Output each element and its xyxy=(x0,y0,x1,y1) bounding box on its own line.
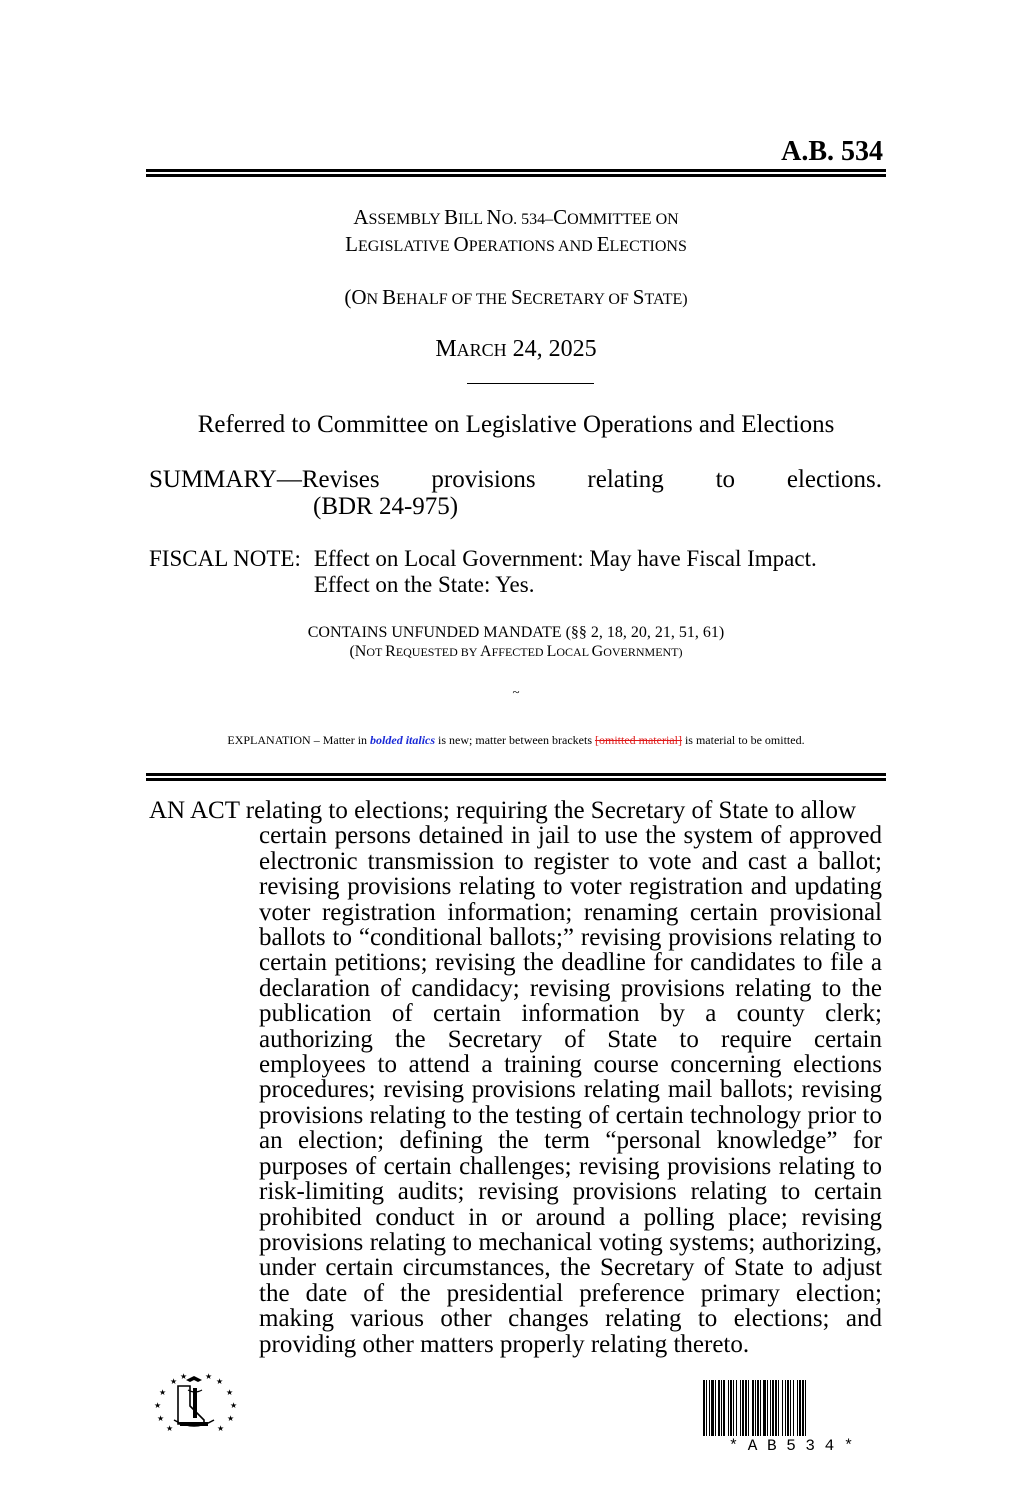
summary xyxy=(149,466,882,520)
fiscal-note-label: FISCAL NOTE: xyxy=(149,546,301,571)
explanation-rule-bottom xyxy=(146,778,886,781)
svg-text:★: ★ xyxy=(154,1401,162,1410)
summary-word: relating xyxy=(587,466,664,493)
svg-text:★: ★ xyxy=(216,1377,224,1386)
summary-word: SUMMARY—Revises xyxy=(149,466,380,493)
summary-word: to xyxy=(715,466,736,493)
header-rule-bottom xyxy=(146,174,886,177)
act-text xyxy=(149,798,882,1357)
barcode-icon xyxy=(703,1380,879,1440)
on-behalf: (ON BEHALF OF THE SECRETARY OF STATE) xyxy=(344,285,688,309)
fiscal-note xyxy=(149,546,817,598)
svg-text:★: ★ xyxy=(230,1401,238,1410)
mandate-line2: (NOT REQUESTED BY AFFECTED LOCAL GOVERNMENT) xyxy=(349,643,683,660)
summary-bdr: (BDR 24-975) xyxy=(313,493,459,520)
svg-text:★: ★ xyxy=(226,1388,234,1397)
bill-title-line2: LEGISLATIVE OPERATIONS AND ELECTIONS xyxy=(345,232,687,256)
bill-date: MARCH 24, 2025 xyxy=(435,336,597,362)
explanation: EXPLANATION – Matter in bolded italics is new; matter between brackets [omitted material] is material to be omitted. xyxy=(227,733,805,747)
svg-text:★: ★ xyxy=(166,1424,174,1433)
fiscal-note-local: Effect on Local Government: May have Fiscal Impact. xyxy=(313,546,817,571)
svg-text:★: ★ xyxy=(159,1388,167,1397)
explanation-rule-top xyxy=(146,773,886,776)
mandate-line1: CONTAINS UNFUNDED MANDATE (§§ 2, 18, 20, 21, 51, 61) xyxy=(307,624,725,641)
date-rule xyxy=(467,383,594,384)
omitted-material-sample: [omitted material] xyxy=(594,733,682,747)
summary-word: provisions xyxy=(431,466,536,493)
svg-text:★: ★ xyxy=(170,1377,178,1386)
svg-text:★: ★ xyxy=(227,1414,235,1423)
fiscal-note-state: Effect on the State: Yes. xyxy=(313,572,535,597)
svg-text:★: ★ xyxy=(180,1372,188,1381)
act-lead: AN ACT relating to elections; requiring the Secretary of State to allow xyxy=(149,797,856,824)
bill-title xyxy=(146,205,886,259)
unfunded-mandate xyxy=(146,623,886,662)
act-body: certain persons detained in jail to use the system of approved electronic transmission to register to vote and cast a ballot; revising provisions relating to voter registration and updating voter registration information; renaming certain provisional ballots to “conditional ballots;” revising provisions relating to certain petitions; revising the deadline for candidates to file a declaration of candidacy; revising provisions relating to the publication of certain information by a county clerk; authorizing the Secretary of State to require certain employees to attend a training course concerning elections procedures; revising provisions relating mail ballots; revising provisions relating to the testing of certain technology prior to an election; defining the term “personal knowledge” for purposes of certain challenges; revising provisions relating to risk-limiting audits; revising provisions relating to certain prohibited conduct in or around a polling place; revising provisions relating to mechanical voting systems; authorizing, under certain circumstances, the Secretary of State to adjust the date of the presidential preference primary election; making various other changes relating to elections; and providing other matters properly relating thereto. xyxy=(259,822,882,1358)
summary-word: elections. xyxy=(786,466,882,493)
referred-line: Referred to Committee on Legislative Operations and Elections xyxy=(197,411,835,438)
header-rule-top xyxy=(146,169,886,172)
svg-text:★: ★ xyxy=(217,1424,225,1433)
svg-text:★: ★ xyxy=(205,1372,213,1381)
svg-text:★: ★ xyxy=(157,1414,165,1423)
state-seal-icon xyxy=(150,1372,240,1434)
tilde-separator: ~ xyxy=(512,684,520,699)
bill-title-line1: ASSEMBLY BILL NO. 534–COMMITTEE ON xyxy=(353,205,679,229)
barcode-text: * A B 5 3 4 * xyxy=(728,1437,854,1455)
new-material-sample: bolded italics xyxy=(370,733,436,747)
bill-number: A.B. 534 xyxy=(781,136,883,167)
